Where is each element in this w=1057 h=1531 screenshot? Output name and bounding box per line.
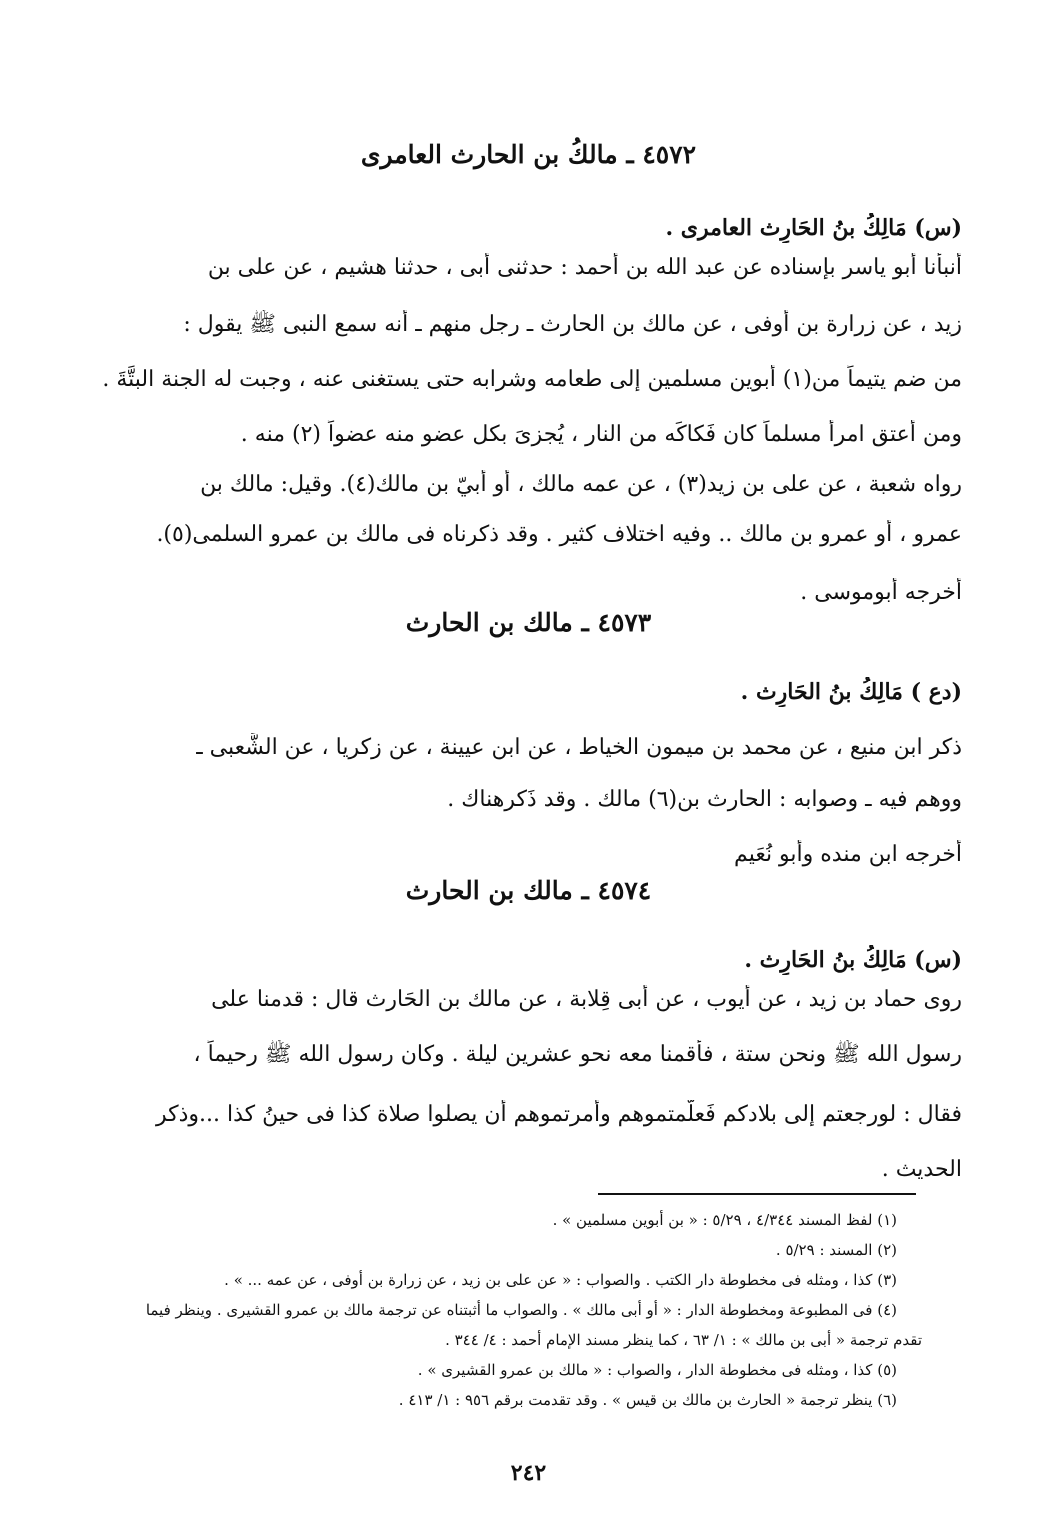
text-line: الحديث .	[881, 1157, 962, 1182]
entry-title-4574: ٤٥٧٤ ـ مالك بن الحارث	[405, 876, 652, 905]
text-line: زيد ، عن زرارة بن أوفى ، عن مالك بن الحارث ـ رجل منهم ـ أنه سمع النبى ﷺ يقول :	[183, 312, 962, 337]
text-line: أخرجه أبوموسى .	[800, 580, 962, 605]
footnote-continuation: تقدم ترجمة « أبى بن مالك » : ١/ ٦٣ ، كما ينظر مسند الإمام أحمد : ٤/ ٣٤٤ .	[445, 1331, 922, 1349]
text-line: روى حماد بن زيد ، عن أيوب ، عن أبى قِلابة ، عن مالك بن الحَارث قال : قدمنا على	[211, 987, 962, 1012]
footnote: (٦) ينظر ترجمة « الحارث بن مالك بن قيس » . وقد تقدمت برقم ٩٥٦ : ١/ ٤١٣ .	[398, 1391, 897, 1409]
entry-title-4572: ٤٥٧٢ ـ مالكُ بن الحارث العامرى	[360, 140, 697, 169]
text-line: ووهم فيه ـ وصوابه : الحارث بن(٦) مالك . وقد ذَكرهناك .	[447, 787, 962, 812]
text-line: رواه شعبة ، عن على بن زيد(٣) ، عن عمه مالك ، أو أُبيّ بن مالك(٤). وقيل: مالك بن	[200, 472, 962, 497]
text-line: رسول الله ﷺ ونحن ستة ، فأقمنا معه نحو عشرين ليلة . وكان رسول الله ﷺ رحيماً ،	[193, 1042, 962, 1067]
page-number: ٢٤٢	[510, 1460, 547, 1486]
footnote-separator	[598, 1193, 916, 1195]
footnote: (٣) كذا ، ومثله فى مخطوطة دار الكتب . والصواب : « عن على بن زيد ، عن زرارة بن أوفى ، عن عمه ... » .	[224, 1271, 897, 1289]
text-line: أنبأنا أبو ياسر بإسناده عن عبد الله بن أحمد : حدثنى أبى ، حدثنا هشيم ، عن على بن	[207, 255, 962, 280]
text-line: فقال : لورجعتم إلى بلادكم فَعلَّمتموهم وأمرتموهم أن يصلوا صلاة كذا فى حينُ كذا ...وذكر	[155, 1102, 962, 1127]
text-line: من ضم يتيماً من(١) أبوين مسلمين إلى طعامه وشرابه حتى يستغنى عنه ، وجبت له الجنة البتَّةَ .	[102, 367, 962, 392]
text-line: ومن أعتق امرأ مسلماً كان فَكاكَه من النار ، يُجزىَ بكل عضو منه عضواً (٢) منه .	[240, 422, 962, 447]
entry-heading: (س) مَالِكُ بنُ الحَارِث .	[744, 947, 962, 973]
footnote: (٥) كذا ، ومثله فى مخطوطة الدار ، والصواب : « مالك بن عمرو القشيرى » .	[417, 1361, 897, 1379]
entry-heading: (دع ) مَالِكُ بنُ الحَارِث .	[740, 679, 962, 705]
text-line: عمرو ، أو عمرو بن مالك .. وفيه اختلاف كثير . وقد ذكرناه فى مالك بن عمرو السلمى(٥).	[156, 522, 962, 547]
entry-title-4573: ٤٥٧٣ ـ مالك بن الحارث	[405, 608, 652, 637]
entry-heading: (س) مَالِكُ بنُ الحَارِث العامرى .	[665, 215, 962, 241]
footnote: (٢) المسند : ٥/٢٩ .	[775, 1241, 897, 1259]
text-line: أخرجه ابن منده وأبو نُعَيم	[734, 842, 962, 867]
text-line: ذكر ابن منيع ، عن محمد بن ميمون الخياط ، عن ابن عيينة ، عن زكريا ، عن الشَّعبى ـ	[196, 735, 962, 760]
footnote: (١) لفظ المسند ٤/٣٤٤ ، ٥/٢٩ : « بن أبوين مسلمين » .	[552, 1211, 897, 1229]
footnote: (٤) فى المطبوعة ومخطوطة الدار : « أو أبى مالك » . والصواب ما أثبتناه عن ترجمة مالك بن عمرو القشيرى . وينظر فيما	[145, 1301, 897, 1319]
